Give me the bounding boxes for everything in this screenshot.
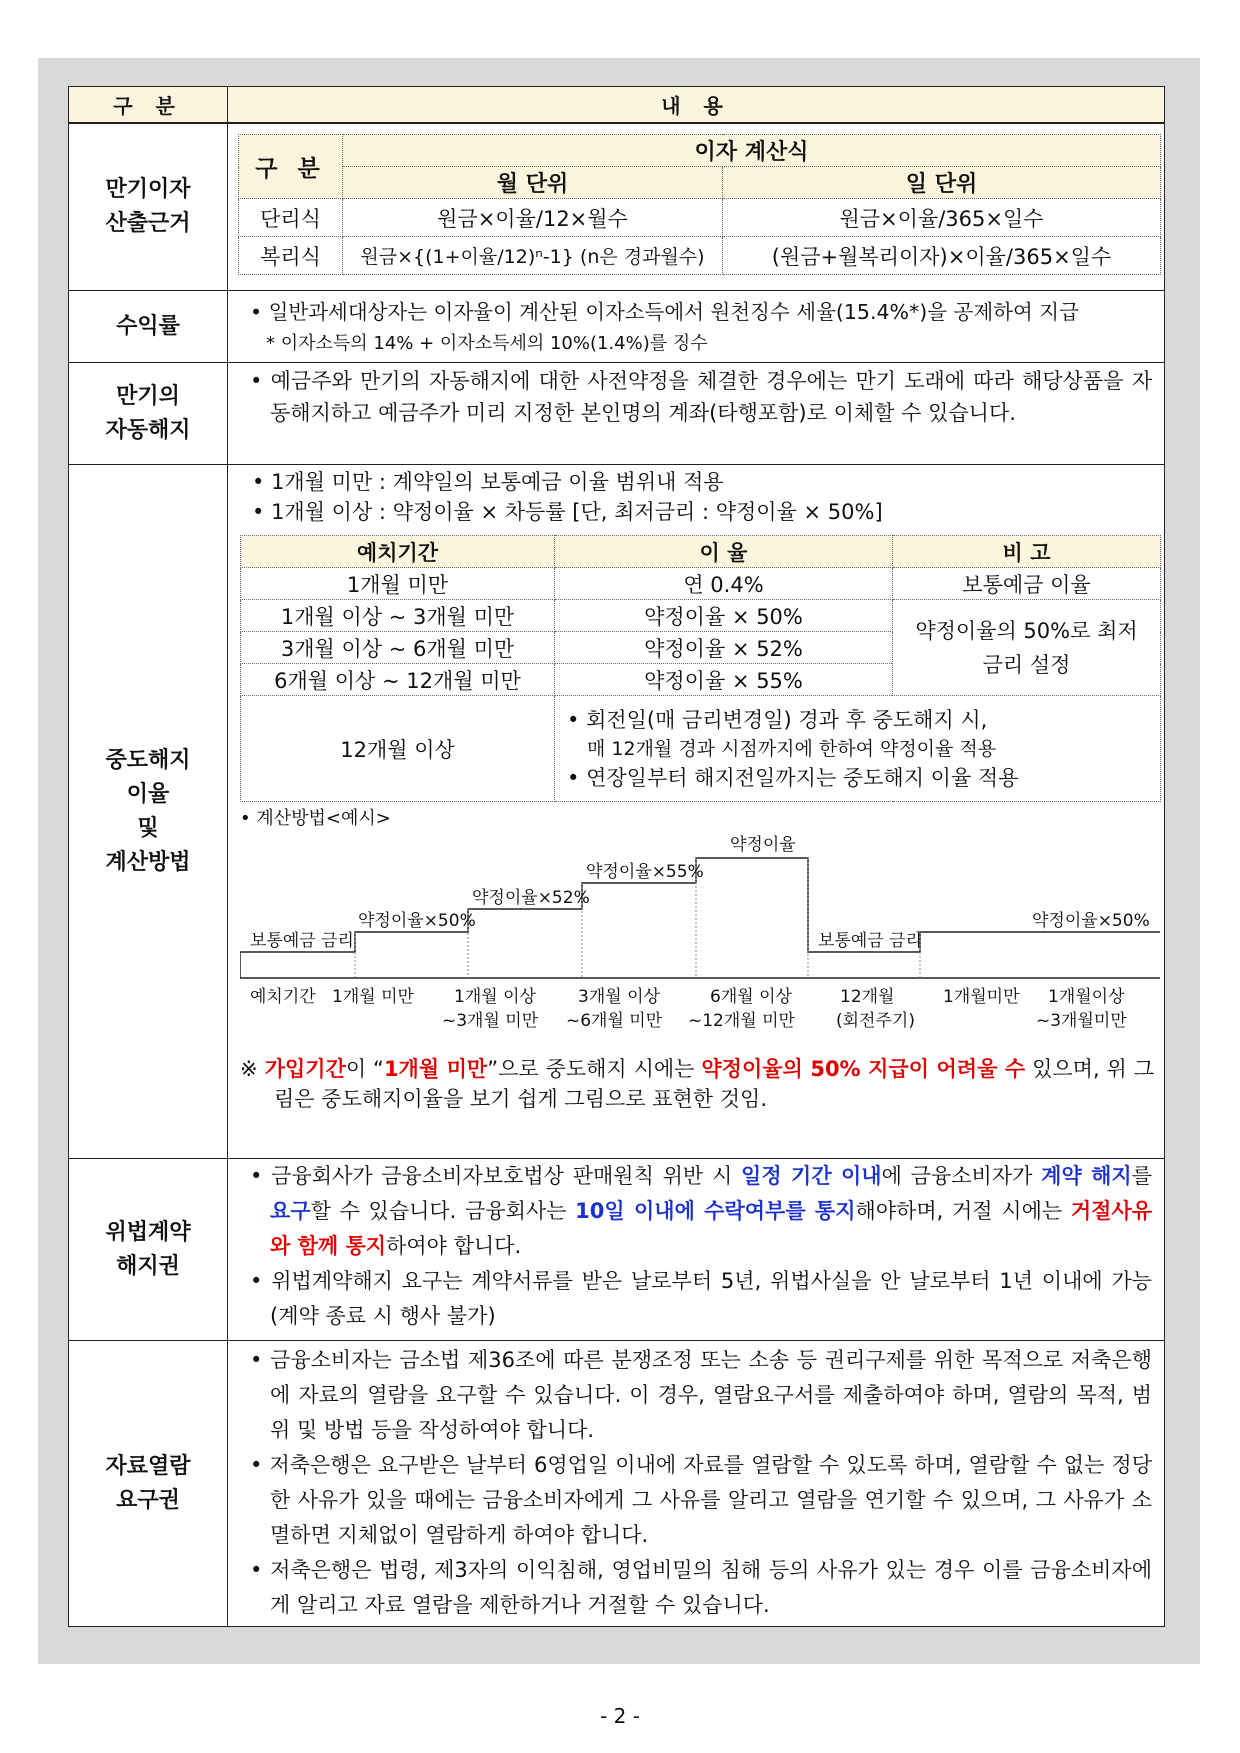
formula-head: 이자 계산식: [343, 135, 1161, 167]
illegal-contract-bullet-1: • 금융회사가 금융소비자보호법상 판매원칙 위반 시 일정 기간 이내에 금융소비자가 계약 해지를 요구할 수 있습니다. 금융회사는 10일 이내에 수락여부를 통지해야하며, 거절 시에는 거절사유와 함께 통지하여야 합니다.: [238, 1159, 1152, 1264]
rate-head-note: 비 고: [893, 536, 1161, 568]
period-label: ~6개월 미만: [566, 1011, 663, 1031]
auto-termination-text: • 예금주와 만기의 자동해지에 대한 사전약정을 체결한 경우에는 만기 도래에 따라 해당상품을 자동해지하고 예금주가 미리 지정한 본인명의 계좌(타행포함)로 이체할 수 있습니다.: [238, 365, 1152, 429]
illegal-contract-bullet-2: • 위법계약해지 요구는 계약서류를 받은 날로부터 5년, 위법사실을 안 날로부터 1년 이내에 가능(계약 종료 시 행사 불가): [238, 1264, 1152, 1334]
formula-head-monthly: 월 단위: [343, 167, 723, 199]
yield-note: * 이자소득의 14% + 이자소득세의 10%(1.4%)를 징수: [266, 333, 708, 354]
period-label: 6개월 이상: [710, 987, 792, 1007]
step-label: 보통예금 금리: [818, 931, 922, 951]
period-label: ~3개월미만: [1036, 1011, 1127, 1031]
rate-head-rate: 이 율: [555, 536, 893, 568]
step-label: 약정이율×50%: [358, 911, 476, 931]
period-label: 1개월 이상: [454, 987, 536, 1007]
formula-head-category: 구 분: [239, 135, 343, 199]
rate-row-12m: 12개월 이상 • 회전일(매 금리변경일) 경과 후 중도해지 시, 매 12개월 경과 시점까지에 한하여 약정이율 적용 • 연장일부터 해지전일까지는 중도해지 이율 적용: [241, 696, 1161, 802]
row-interest-basis: [69, 123, 1165, 291]
rate-row: 1개월 미만 연 0.4% 보통예금 이율: [241, 568, 1161, 600]
period-label: 1개월 미만: [332, 987, 414, 1007]
period-label: 예치기간: [250, 987, 316, 1007]
period-label: 1개월이상: [1048, 987, 1125, 1007]
label-interest-basis: 만기이자 산출근거: [69, 123, 228, 291]
label-yield: 수익률: [69, 291, 228, 363]
row-data-access: [69, 1341, 1165, 1627]
product-terms-table: [68, 86, 1165, 1627]
period-label: ~3개월 미만: [442, 1011, 539, 1031]
interest-formula-table: [238, 134, 1161, 275]
formula-row-compound: 복리식 원금×{(1+이율/12)ⁿ-1} (n은 경과월수) (원금+월복리이자)×이율/365×일수: [239, 237, 1161, 275]
period-label: 3개월 이상: [578, 987, 660, 1007]
early-bullet-over-1m: • 1개월 이상 : 약정이율 × 차등률 [단, 최저금리 : 약정이율 × 50%]: [240, 497, 1164, 527]
data-access-bullet-1: • 금융소비자는 금소법 제36조에 따른 분쟁조정 또는 소송 등 권리구제를 위한 목적으로 저축은행에 자료의 열람을 요구할 수 있습니다. 이 경우, 열람요구서를 제출하여야 하며, 열람의 목적, 범위 및 방법 등을 작성하여야 합니다.: [238, 1343, 1152, 1448]
label-early-termination: 중도해지 이율 및 계산방법: [69, 465, 228, 1159]
rate-row: 1개월 이상 ~ 3개월 미만 약정이율 × 50% 약정이율의 50%로 최저 금리 설정: [241, 600, 1161, 632]
row-auto-termination: [69, 363, 1165, 465]
step-label: 약정이율×50%: [1032, 911, 1150, 931]
header-content: 내 용: [228, 87, 1165, 124]
period-label: ~12개월 미만: [688, 1011, 795, 1031]
rate-merged-note: 약정이율의 50%로 최저 금리 설정: [893, 600, 1161, 696]
step-label: 약정이율×52%: [472, 888, 590, 908]
period-label: 12개월: [840, 987, 895, 1007]
label-illegal-contract: 위법계약 해지권: [69, 1159, 228, 1341]
row-yield: [69, 291, 1165, 363]
yield-text: • 일반과세대상자는 이자율이 계산된 이자소득에서 원천징수 세율(15.4%*)을 공제하여 지급: [238, 295, 1154, 330]
calc-method-title: • 계산방법<예시>: [240, 808, 391, 829]
row-early-termination: [69, 465, 1165, 1159]
early-bullet-under-1m: • 1개월 미만 : 계약일의 보통예금 이율 범위내 적용: [240, 467, 1164, 497]
period-label: (회전주기): [836, 1011, 915, 1031]
early-rate-table: [240, 535, 1161, 802]
rate-row: 3개월 이상 ~ 6개월 미만 약정이율 × 52%: [241, 632, 1161, 664]
rate-row: 6개월 이상 ~ 12개월 미만 약정이율 × 55%: [241, 664, 1161, 696]
label-auto-termination: 만기의 자동해지: [69, 363, 228, 465]
data-access-bullet-3: • 저축은행은 법령, 제3자의 이익침해, 영업비밀의 침해 등의 사유가 있는 경우 이를 금융소비자에게 알리고 자료 열람을 제한하거나 거절할 수 있습니다.: [238, 1553, 1152, 1623]
header-category: 구 분: [69, 87, 228, 124]
period-label: 1개월미만: [943, 987, 1020, 1007]
step-label: 보통예금 금리: [250, 931, 354, 951]
row-illegal-contract: [69, 1159, 1165, 1341]
formula-head-daily: 일 단위: [723, 167, 1161, 199]
page-number: - 2 -: [600, 1704, 640, 1728]
rate-step-diagram: [240, 832, 1160, 1054]
label-data-access: 자료열람 요구권: [69, 1341, 228, 1627]
step-label: 약정이율×55%: [586, 862, 704, 882]
rate-head-period: 예치기간: [241, 536, 555, 568]
data-access-bullet-2: • 저축은행은 요구받은 날부터 6영업일 이내에 자료를 열람할 수 있도록 하며, 열람할 수 없는 정당한 사유가 있을 때에는 금융소비자에게 그 사유를 알리고 열람을 연기할 수 있으며, 그 사유가 소멸하면 지체없이 열람하게 하여야 합니다.: [238, 1448, 1152, 1553]
step-label: 약정이율: [730, 835, 796, 855]
early-warning: ※ 가입기간이 “1개월 미만”으로 중도해지 시에는 약정이율의 50% 지급이 어려울 수 있으며, 위 그림은 중도해지이율을 보기 쉽게 그림으로 표현한 것임.: [240, 1057, 1154, 1111]
formula-row-simple: 단리식 원금×이율/12×월수 원금×이율/365×일수: [239, 199, 1161, 237]
header-row: [69, 87, 1165, 124]
